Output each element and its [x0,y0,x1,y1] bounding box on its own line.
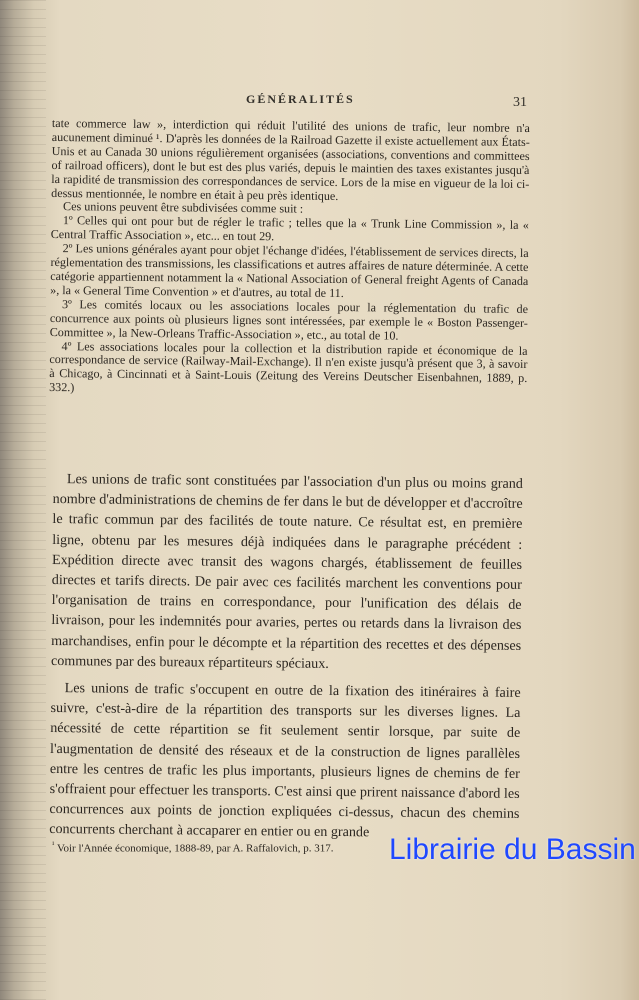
main-text [49,469,523,852]
page-gutter [0,0,46,1000]
footnote-marker: ¹ [52,840,55,849]
body-paragraph: Les unions de trafic s'occupent en outre de la fixation des itinéraires à faire suivre, c'est-à-dire de la répartition des transports sur les diverses lignes. La nécessité de cette répartition se fit seulement sentir lorsque, par suite de l'augmentation de densité des réseaux et de la construction de lignes parallèles entre les centres de trafic les plus importants, plusieurs lignes de chemins de fer s'offraient pour effectuer les transports. C'est ainsi que prirent naissance d'abord les concurrences aux points de jonction expliquées ci-dessus, chacun des chemins concurrents cherchant à accaparer en entier ou en grande [49,680,521,841]
footnote-text: Voir l'Année économique, 1888-89, par A. Raffalovich, p. 317. [56,842,334,855]
watermark-logo: Librairie du Bassin [389,833,636,866]
notes-paragraph: tate commerce law », interdiction qui réduit l'utilité des unions de trafic, leur nombre n'a aucunement diminué ¹. D'après les données de la Railroad Gazette il existe actuellement aux États-Unis et au Canada 30 unions régulièrement organisées (associations, conventions and committees of railroad officers), dont le but est des plus variés, depuis le maintien des taxes existantes jusqu'à la rapidité de transmission des correspondances de service. Lors de la mise en vigueur de la loi ci-dessus mentionnée, le nombre en était à peu près identique. [51,116,530,203]
notes-paragraph: Ces unions peuvent être subdivisées comme suit : [62,199,304,217]
notes-list-item: 4º Les associations locales pour la collection et la distribution rapide et économique de la correspondance de service (Railway-Mail-Exchange). Il n'en existe jusqu'à présent que 3, à savoir à Chicago, à Cincinnati et à Saint-Louis (Zeitung des Vereins Deutscher Eisenbahnen, 1889, p. 332.) [49,338,528,395]
page-number: 31 [513,95,527,110]
notes-block [49,117,530,400]
body-paragraph: Les unions de trafic sont constituées par l'association d'un plus ou moins grand nombre d'administrations de chemins de fer dans le but de développer et d'accroître le trafic commun par des facilités de toute nature. Ce résultat est, en première ligne, obtenu par les mesures déjà indiquées dans le paragraphe précédent : Expédition directe avec transit des wagons chargés, établissement de feuilles directes et tarifs directs. De pair avec ces facilités marchent les conventions pour l'organisation de trains en correspondance, pour l'unification des délais de livraison, pour les indemnités pour avaries, pertes ou retards dans la livraison des marchandises, enfin pour le décompte et la répartition des recettes et des dépenses communes par des bureaux répartiteurs spéciaux. [50,471,523,672]
notes-list-item: 2º Les unions générales ayant pour objet l'échange d'idées, l'établissement de services directs, la réglementation des transmissions, les classifications et autres affaires de nature déterminée. A cette catégorie appartiennent notamment la « National Association of General freight Agents of Canada », la « General Time Convention » et d'autres, au total de 11. [50,241,529,300]
notes-list-item: 3º Les comités locaux ou les associations locales pour la réglementation du trafic de concurrence aux points où plusieurs lignes sont intéressées, par exemple le « Boston Passenger-Committee », la New-Orleans Traffic-Association », etc., au total de 10. [49,296,529,343]
running-title: GÉNÉRALITÉS [246,92,355,106]
notes-list-item: 1º Celles qui ont pour but de régler le trafic ; telles que la « Trunk Line Commission », la « Central Traffic Association », etc... en tout 29. [50,213,529,244]
